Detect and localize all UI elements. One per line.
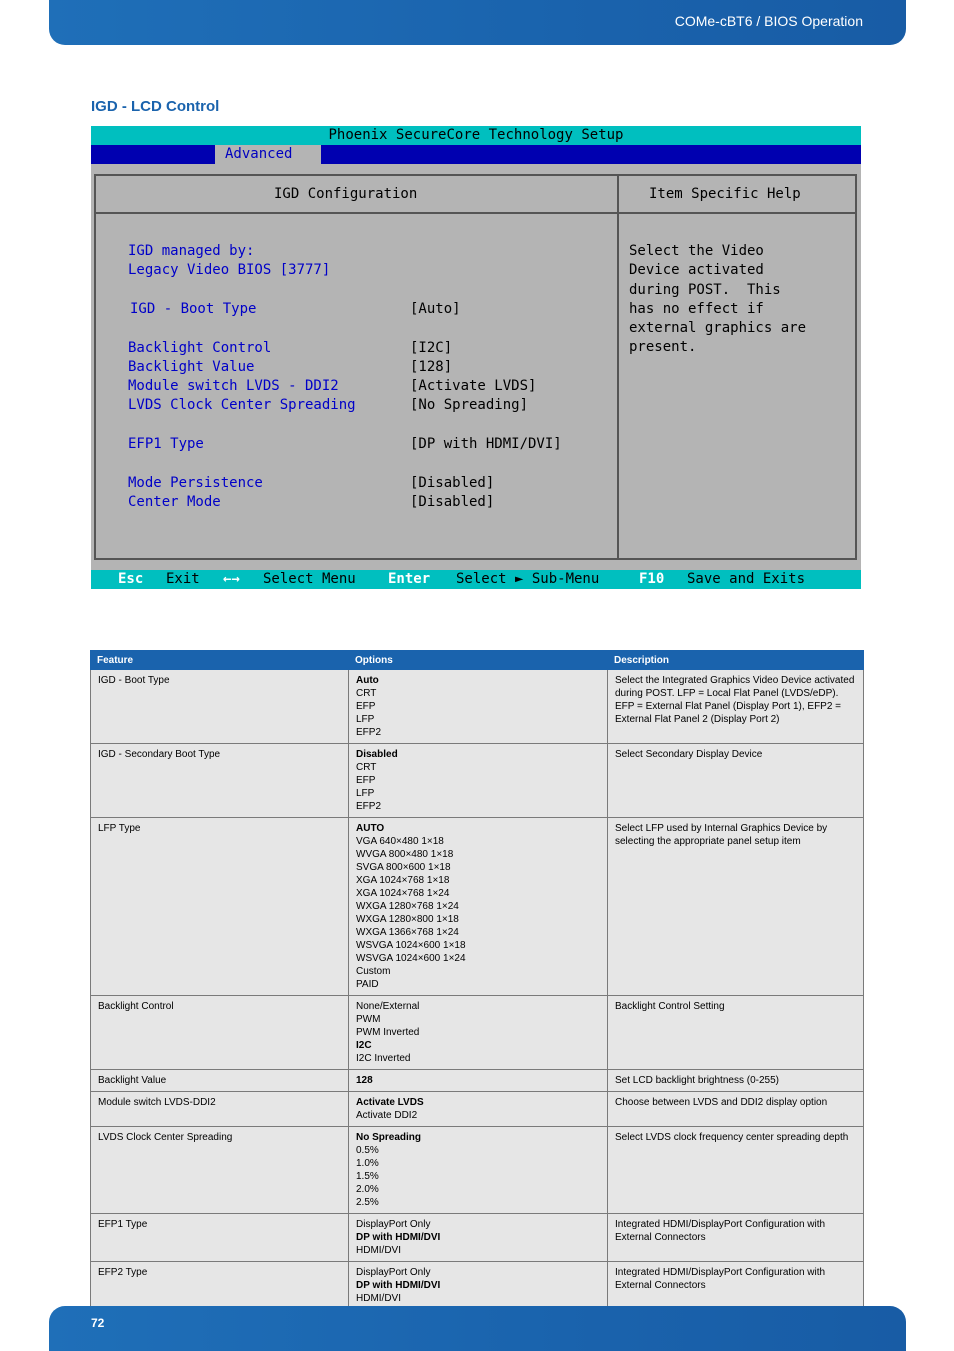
feature-cell: Backlight Control xyxy=(91,996,349,1070)
setting-backlight-control[interactable]: Backlight Control xyxy=(128,340,272,356)
option-item: Custom xyxy=(356,966,391,977)
setting-igd-boot-type[interactable]: IGD - Boot Type xyxy=(130,301,257,317)
setting-module-switch[interactable]: Module switch LVDS - DDI2 xyxy=(128,378,339,394)
header-options: Options xyxy=(349,651,608,670)
option-item: I2C xyxy=(356,1040,372,1051)
description-cell: Choose between LVDS and DDI2 display option xyxy=(608,1092,864,1127)
option-item: HDMI/DVI xyxy=(356,1293,401,1304)
setting-center-mode[interactable]: Center Mode xyxy=(128,494,221,510)
bios-menubar xyxy=(91,145,861,164)
description-cell: Select LFP used by Internal Graphics Device by selecting the appropriate panel setup item xyxy=(608,818,864,996)
section-heading: IGD - LCD Control xyxy=(91,98,220,115)
description-cell: Select LVDS clock frequency center spreading depth xyxy=(608,1127,864,1214)
bios-footer xyxy=(91,570,861,589)
feature-cell: EFP1 Type xyxy=(91,1214,349,1262)
tab-advanced[interactable]: Advanced xyxy=(215,145,321,164)
enter-key[interactable]: Enter xyxy=(388,571,431,587)
option-item: 2.0% xyxy=(356,1184,379,1195)
header-divider xyxy=(96,212,855,214)
setting-lvds-spreading-value[interactable]: [No Spreading] xyxy=(410,397,529,413)
option-item: WXGA 1366×768 1×24 xyxy=(356,927,459,938)
right-panel-title: Item Specific Help xyxy=(649,186,801,202)
option-item: PWM Inverted xyxy=(356,1027,420,1038)
feature-cell: LFP Type xyxy=(91,818,349,996)
feature-cell: IGD - Secondary Boot Type xyxy=(91,744,349,818)
options-cell xyxy=(349,1262,608,1310)
arrows-key-icon[interactable]: ←→ xyxy=(223,571,240,587)
setting-center-mode-value[interactable]: [Disabled] xyxy=(410,494,495,510)
option-item: EFP2 xyxy=(356,727,382,738)
description-cell: Backlight Control Setting xyxy=(608,996,864,1070)
setting-backlight-value[interactable]: Backlight Value xyxy=(128,359,255,375)
table-body xyxy=(91,670,864,1310)
option-item: LFP xyxy=(356,788,375,799)
feature-cell: IGD - Boot Type xyxy=(91,670,349,744)
bios-title: Phoenix SecureCore Technology Setup xyxy=(91,126,861,145)
esc-desc: Exit xyxy=(166,571,200,587)
table-row xyxy=(91,670,864,744)
option-item: EFP xyxy=(356,775,376,786)
description-cell: Set LCD backlight brightness (0-255) xyxy=(608,1070,864,1092)
options-cell xyxy=(349,1127,608,1214)
table-row xyxy=(91,818,864,996)
option-item: 0.5% xyxy=(356,1145,379,1156)
feature-table xyxy=(90,650,864,1310)
description-cell: Integrated HDMI/DisplayPort Configuration with External Connectors xyxy=(608,1262,864,1310)
f10-desc: Save and Exits xyxy=(687,571,806,587)
bios-screen xyxy=(91,126,861,589)
option-item: PWM xyxy=(356,1014,381,1025)
option-item: Disabled xyxy=(356,749,398,760)
table-row xyxy=(91,1092,864,1127)
option-item: I2C Inverted xyxy=(356,1053,411,1064)
option-item: WXGA 1280×768 1×24 xyxy=(356,901,459,912)
option-item: DisplayPort Only xyxy=(356,1267,431,1278)
options-cell xyxy=(349,744,608,818)
option-item: None/External xyxy=(356,1001,420,1012)
f10-key[interactable]: F10 xyxy=(639,571,665,587)
setting-mode-persistence-value[interactable]: [Disabled] xyxy=(410,475,495,491)
setting-lvds-spreading[interactable]: LVDS Clock Center Spreading xyxy=(128,397,356,413)
feature-cell: EFP2 Type xyxy=(91,1262,349,1310)
option-item: Auto xyxy=(356,675,379,686)
left-panel-title: IGD Configuration xyxy=(274,186,418,202)
table-row xyxy=(91,996,864,1070)
feature-cell: Backlight Value xyxy=(91,1070,349,1092)
esc-key[interactable]: Esc xyxy=(118,571,144,587)
page-header xyxy=(49,0,906,45)
option-item: DP with HDMI/DVI xyxy=(356,1232,441,1243)
options-cell xyxy=(349,1214,608,1262)
setting-igd-boot-type-value[interactable]: [Auto] xyxy=(410,301,461,317)
arrows-desc: Select Menu xyxy=(263,571,356,587)
table-row xyxy=(91,1262,864,1310)
options-cell xyxy=(349,818,608,996)
igd-managed-by-value: Legacy Video BIOS [3777] xyxy=(128,262,331,278)
header-title: COMe-cBT6 / BIOS Operation xyxy=(674,13,863,29)
option-item: CRT xyxy=(356,762,377,773)
feature-cell: LVDS Clock Center Spreading xyxy=(91,1127,349,1214)
option-item: WSVGA 1024×600 1×24 xyxy=(356,953,466,964)
options-cell xyxy=(349,1092,608,1127)
option-item: XGA 1024×768 1×24 xyxy=(356,888,450,899)
description-cell: Select Secondary Display Device xyxy=(608,744,864,818)
option-item: WSVGA 1024×600 1×18 xyxy=(356,940,466,951)
option-item: Activate LVDS xyxy=(356,1097,424,1108)
option-item: EFP xyxy=(356,701,376,712)
setting-backlight-value-value[interactable]: [128] xyxy=(410,359,453,375)
setting-efp1-type[interactable]: EFP1 Type xyxy=(128,436,204,452)
table-header-row xyxy=(91,651,864,670)
option-item: SVGA 800×600 1×18 xyxy=(356,862,451,873)
option-item: LFP xyxy=(356,714,375,725)
options-cell xyxy=(349,670,608,744)
option-item: VGA 640×480 1×18 xyxy=(356,836,444,847)
options-cell xyxy=(349,996,608,1070)
option-item: DisplayPort Only xyxy=(356,1219,431,1230)
table-row xyxy=(91,1127,864,1214)
item-help-text: Select the Video Device activated during POST. This has no effect if external graphics are present. xyxy=(629,243,807,356)
option-item: HDMI/DVI xyxy=(356,1245,401,1256)
option-item: 128 xyxy=(356,1075,373,1086)
option-item: PAID xyxy=(356,979,379,990)
table-row xyxy=(91,1070,864,1092)
option-item: CRT xyxy=(356,688,377,699)
option-item: Activate DDI2 xyxy=(356,1110,418,1121)
igd-managed-by-label: IGD managed by: xyxy=(128,243,255,259)
option-item: AUTO xyxy=(356,823,385,834)
setting-mode-persistence[interactable]: Mode Persistence xyxy=(128,475,263,491)
option-item: WXGA 1280×800 1×18 xyxy=(356,914,459,925)
table-row xyxy=(91,1214,864,1262)
options-cell xyxy=(349,1070,608,1092)
option-item: 2.5% xyxy=(356,1197,379,1208)
header-description: Description xyxy=(608,651,864,670)
option-item: No Spreading xyxy=(356,1132,422,1143)
bios-frame xyxy=(94,174,857,560)
table-row xyxy=(91,744,864,818)
option-item: DP with HDMI/DVI xyxy=(356,1280,441,1291)
option-item: 1.5% xyxy=(356,1171,379,1182)
header-feature: Feature xyxy=(91,651,349,670)
description-cell: Select the Integrated Graphics Video Device activated during POST. LFP = Local Flat Panel (LVDS/eDP). EFP = External Flat Panel (Display Port 1), EFP2 = External Flat Panel 2 (Display Port 2) xyxy=(608,670,864,744)
setting-backlight-control-value[interactable]: [I2C] xyxy=(410,340,453,356)
option-item: EFP2 xyxy=(356,801,382,812)
description-cell: Integrated HDMI/DisplayPort Configuration with External Connectors xyxy=(608,1214,864,1262)
panel-divider xyxy=(617,176,619,558)
setting-module-switch-value[interactable]: [Activate LVDS] xyxy=(410,378,537,394)
option-item: 1.0% xyxy=(356,1158,379,1169)
feature-cell: Module switch LVDS-DDI2 xyxy=(91,1092,349,1127)
option-item: WVGA 800×480 1×18 xyxy=(356,849,454,860)
enter-desc: Select ► Sub-Menu xyxy=(456,571,600,587)
page-footer xyxy=(49,1306,906,1351)
page-number: 72 xyxy=(91,1316,105,1330)
option-item: XGA 1024×768 1×18 xyxy=(356,875,450,886)
setting-efp1-type-value[interactable]: [DP with HDMI/DVI] xyxy=(410,436,562,452)
